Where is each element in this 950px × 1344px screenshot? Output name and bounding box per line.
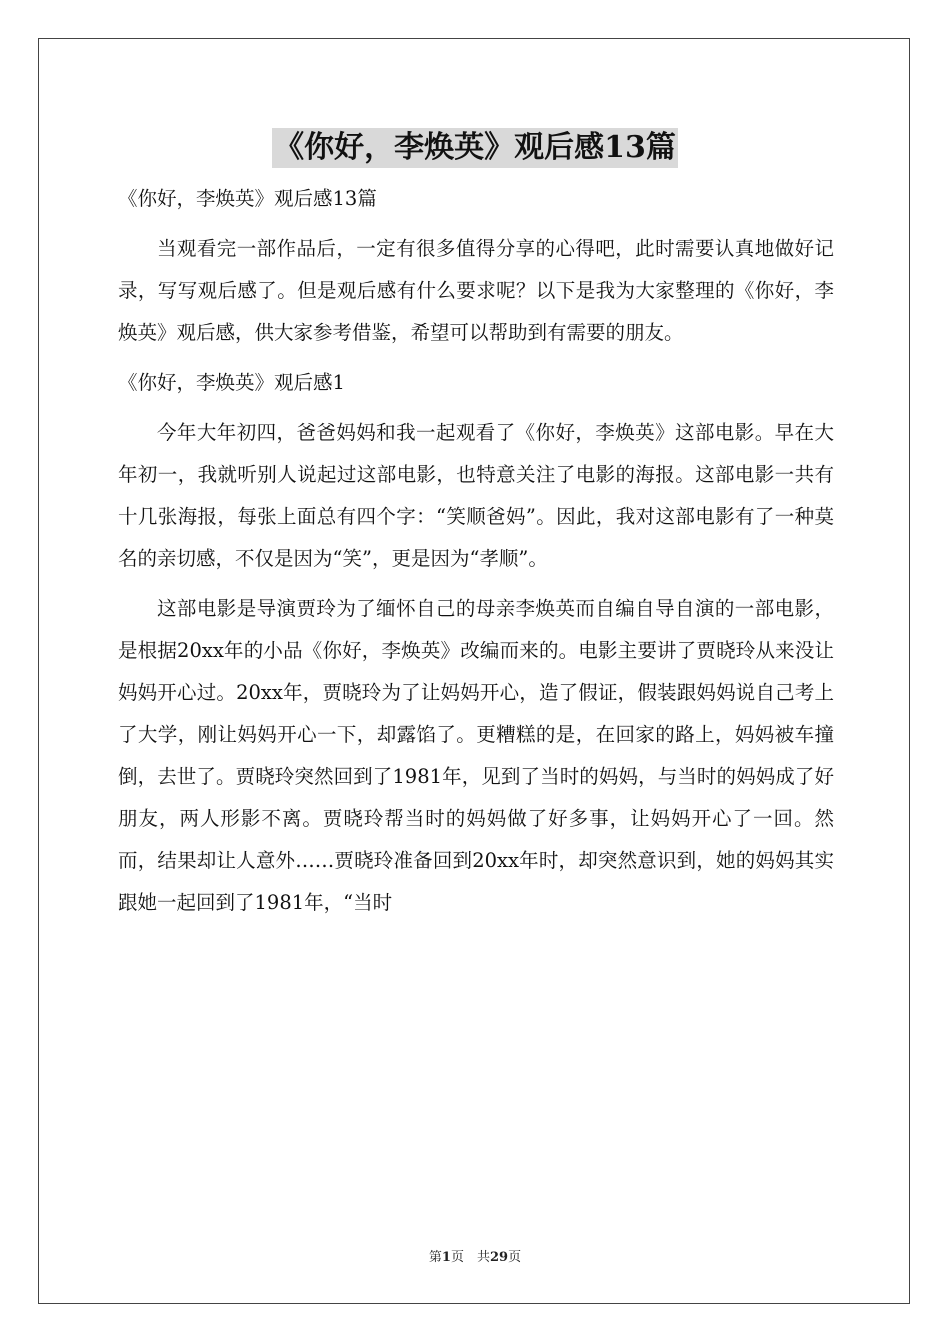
spacer	[118, 220, 834, 228]
page-total: 29	[489, 1250, 509, 1265]
page-mid: 页 共	[450, 1250, 490, 1265]
document-subtitle: 《你好，李焕英》观后感13篇	[118, 187, 377, 210]
spacer	[118, 580, 834, 588]
page-current: 1	[441, 1250, 451, 1265]
title-wrap	[0, 128, 950, 168]
body-paragraph: 这部电影是导演贾玲为了缅怀自己的母亲李焕英而自编自导自演的一部电影，是根据20xx年的小品《你好，李焕英》改编而来的。电影主要讲了贾晓玲从来没让妈妈开心过。20xx年，贾晓玲为了让妈妈开心，造了假证，假装跟妈妈说自己考上了大学，刚让妈妈开心一下，却露馅了。更糟糕的是，在回家的路上，妈妈被车撞倒，去世了。贾晓玲突然回到了1981年，见到了当时的妈妈，与当时的妈妈成了好朋友，两人形影不离。贾晓玲帮当时的妈妈做了好多事，让妈妈开心了一回。然而，结果却让人意外……贾晓玲准备回到20xx年时，却突然意识到，她的妈妈其实跟她一起回到了1981年，“当时	[118, 597, 834, 914]
section-heading: 《你好，李焕英》观后感1	[118, 371, 345, 394]
spacer	[118, 404, 834, 412]
page-prefix: 第	[428, 1250, 442, 1265]
body-paragraph: 今年大年初四，爸爸妈妈和我一起观看了《你好，李焕英》这部电影。早在大年初一，我就听别人说起过这部电影，也特意关注了电影的海报。这部电影一共有十几张海报，每张上面总有四个字：“笑顺爸妈”。因此，我对这部电影有了一种莫名的亲切感，不仅是因为“笑”，更是因为“孝顺”。	[118, 421, 834, 570]
document-body	[118, 178, 834, 924]
intro-paragraph: 当观看完一部作品后，一定有很多值得分享的心得吧，此时需要认真地做好记录，写写观后感了。但是观后感有什么要求呢？以下是我为大家整理的《你好，李焕英》观后感，供大家参考借鉴，希望可以帮助到有需要的朋友。	[118, 237, 834, 344]
document-title: 《你好，李焕英》观后感13篇	[272, 128, 678, 168]
page-suffix: 页	[508, 1250, 522, 1265]
page-footer	[0, 1246, 950, 1265]
spacer	[118, 354, 834, 362]
